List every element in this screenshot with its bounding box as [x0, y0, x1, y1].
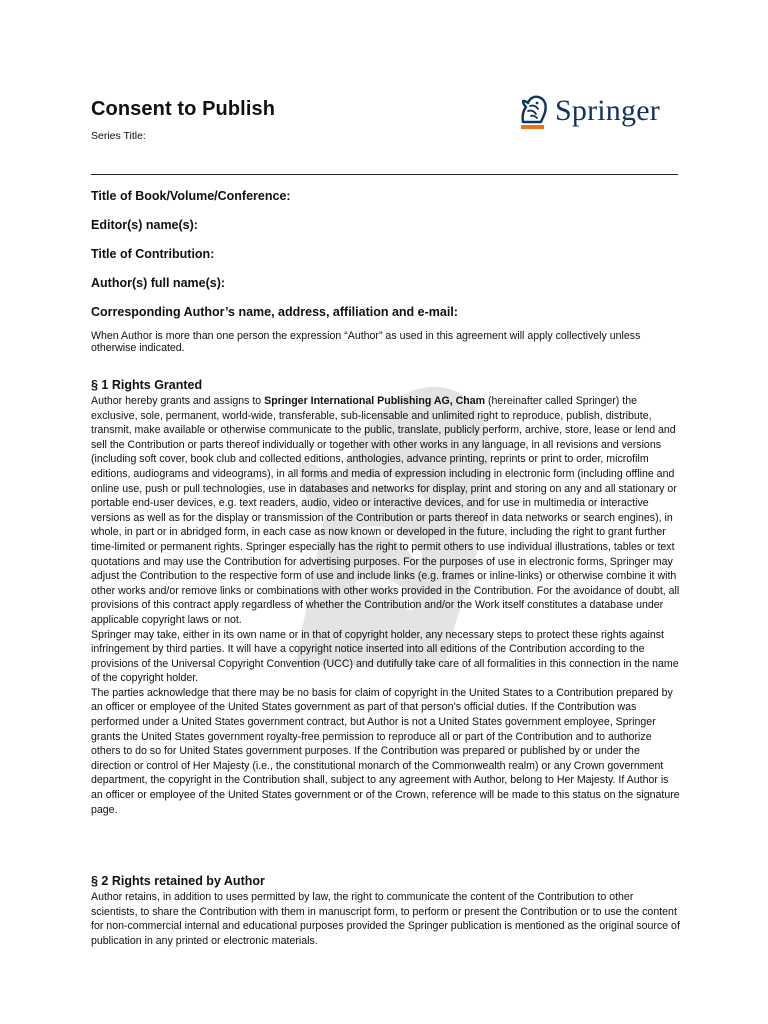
section-heading: § 1 Rights Granted: [91, 378, 203, 392]
field-contribution-title: Title of Contribution:: [91, 247, 215, 261]
section-paragraph: The parties acknowledge that there may be no basis for claim of copyright in the United States to a Contribution prepared by an officer or employee of the United States government as part of that person’s official duties. If the Contribution was performed under a United States government contract, but Author is not a United States government employee, Springer grants the United States government royalty-free permission to reproduce all or part of the Contribution and to authorize others to do so for United States government purposes. If the Contribution was prepared or published by or under the direction or control of Her Majesty (i.e., the constitutional monarch of the Commonwealth realm) or any Crown government department, the copyright in the Contribution shall, subject to any agreement with Author, belong to Her Majesty. If Author is an officer or employee of the United States government or of the Crown, reference will be made to this status on the signature page.: [91, 686, 680, 816]
author-definition-note: When Author is more than one person the expression “Author” as used in this agreement will apply collectively unless otherwise indicated.: [91, 330, 641, 355]
document-header: [91, 92, 678, 177]
publisher-name: Springer International Publishing AG, Cham: [264, 395, 486, 407]
paragraph-text: (hereinafter called Springer) the exclusive, sole, permanent, world-wide, transferable, sub-licensable and unlimited right to reproduce, publish, distribute, transmit, make available or otherwise communicate to the public, translate, publicly perform, archive, store, lease or lend and sell the Contribution or parts thereof individually or together with other works in any language, in all revisions and versions (including soft cover, book club and collected editions, anthologies, advance printing, reprints or print to order, microfilm editions, audiograms and videograms), in all forms and media of expression including in electronic form (including offline and online use, push or pull technologies, use in databases and networks for display, print and storing on any and all stationary or portable end-user devices, e.g. text readers, audio, video or interactive devices, and for use in multimedia or interactive versions as well as for the display or transmission of the Contribution or parts thereof in data networks or search engines), in whole, in part or in abridged form, in each case as now known or developed in the future, including the right to grant further time-limited or permanent rights. Springer especially has the right to permit others to use individual illustrations, tables or text quotations and may use the Contribution for advertising purposes. For the purposes of use in electronic forms, Springer may adjust the Contribution to the respective form of use and include links (e.g. frames or inline-links) or otherwise combine it with other works and/or remove links or combinations with other works provided in the Contribution. For the avoidance of doubt, all provisions of this contract apply regardless of whether the Contribution and/or the Work itself constitutes a database under applicable copyright laws or not.: [91, 395, 680, 626]
section-body: [91, 890, 681, 948]
springer-logo-text: Springer: [555, 94, 660, 127]
field-book-title: Title of Book/Volume/Conference:: [91, 189, 291, 203]
header-divider: [91, 174, 678, 175]
section-paragraph: Springer may take, either in its own name or in that of copyright holder, any necessary steps to protect these rights against infringement by third parties. It will have a copyright notice inserted into all editions of the Contribution according to the provisions of the Universal Copyright Convention (UCC) and dutifully take care of all formalities in this connection in the name of the copyright holder.: [91, 628, 679, 685]
form-fields: [91, 186, 678, 331]
field-corresponding-author: Corresponding Author’s name, address, affiliation and e-mail:: [91, 305, 458, 319]
springer-logo: [514, 92, 676, 134]
section-heading: § 2 Rights retained by Author: [91, 874, 265, 888]
field-editors: Editor(s) name(s):: [91, 218, 198, 232]
section-paragraph: Author retains, in addition to uses permitted by law, the right to communicate the content of the Contribution to other scientists, to share the Contribution with them in manuscript form, to perform or present the Contribution or to use the content for non-commercial internal and educational purposes provided the Springer publication is mentioned as the original source of publication in any printed or electronic materials.: [91, 891, 680, 947]
section-rights-granted: [91, 378, 681, 817]
paragraph-text: Author hereby grants and assigns to: [91, 395, 265, 407]
page-title: Consent to Publish: [91, 98, 276, 120]
section-rights-retained: [91, 874, 681, 948]
series-title-label: Series Title:: [91, 130, 146, 142]
section-paragraph: [91, 394, 681, 628]
chess-knight-horse-icon: [514, 92, 550, 132]
section-body: [91, 394, 681, 817]
field-authors: Author(s) full name(s):: [91, 276, 226, 290]
